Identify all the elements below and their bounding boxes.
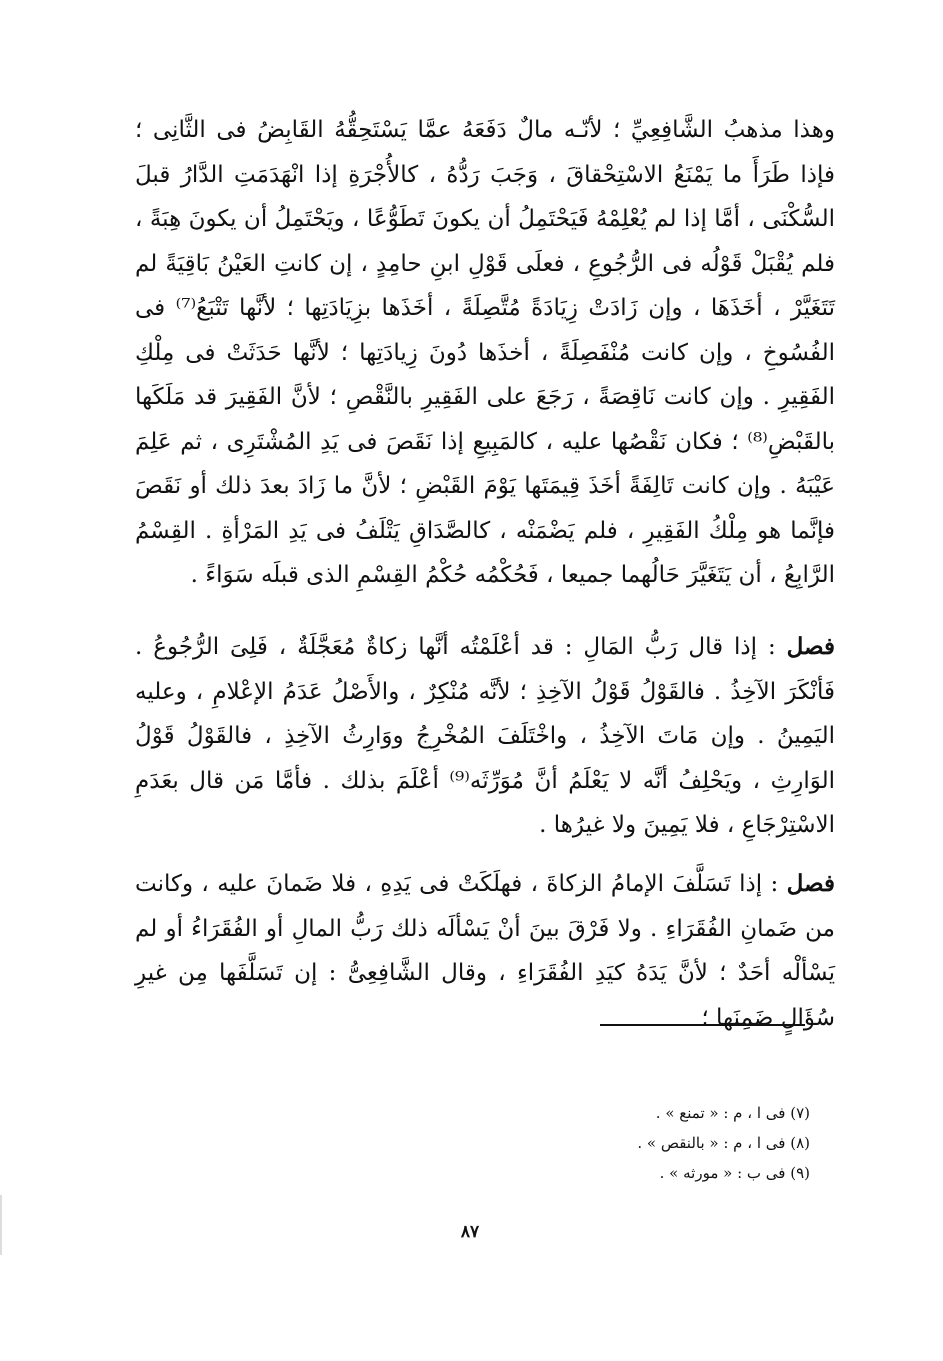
page-number: ٨٧ <box>460 1222 480 1242</box>
footnote-9: (٩) فى ب : « مورثه » . <box>659 1164 810 1182</box>
fasl-paragraph-2 <box>135 862 835 1040</box>
footnote-divider <box>600 1024 805 1026</box>
scan-edge-mark <box>0 1195 2 1255</box>
main-paragraph-text: وهذا مذهبُ الشَّافِعِيِّ ؛ لأنّـه مالٌ دَفَعَهُ عمَّا يَسْتَحِقُّهُ القَابِضُ فى الثَّانِى ؛ فإذا طَرَأَ ما يَمْنَعُ الاسْتِحْقاقَ ، وَجَبَ رَدُّهُ ، كالأُجْرَةِ إذا انْهَدَمَتِ الدَّارُ قبلَ السُّكْنَى ، أمَّا إذا لم يُعْلِمْهُ فَيَحْتَمِلُ أن يكونَ تَطَوُّعًا ، ويَحْتَمِلُ أن يكونَ هِبَةً ، فلم يُقْبَلْ قَوْلُه فى الرُّجُوعِ ، فعلَى قَوْلِ ابنِ حامِدٍ ، إن كانتِ العَيْنُ بَاقِيَةً لم تَتَغَيَّرْ ، أخَذَهَا ، وإن زَادَتْ زِيَادَةً مُتَّصِلَةً ، أخَذَها بزِيَادَتِها ؛ لأنَّها تَتْبَعُ⁽⁷⁾ فى الفُسُوخِ ، وإن كانت مُنْفَصِلَةً ، أخذَها دُونَ زِيادَتِها ؛ لأنَّها حَدَثَتْ فى مِلْكِ الفَقِيرِ . وإن كانت نَاقِصَةً ، رَجَعَ على الفَقِيرِ بالنَّقْصِ ؛ لأنَّ الفَقِيرَ قد مَلَكَها بالقَبْضِ⁽⁸⁾ ؛ فكان نَقْصُها عليه ، كالمَبِيعِ إذا نَقَصَ فى يَدِ المُشْتَرِى ، ثم عَلِمَ عَيْبَهُ . وإن كانت تَالِفَةً أخَذَ قِيمَتَها يَوْمَ القَبْضِ ؛ لأنَّ ما زَادَ بعدَ ذلك أو نَقَصَ فإنَّما هو مِلْكُ الفَقِيرِ ، فلم يَضْمَنْه ، كالصَّدَاقِ يَتْلَفُ فى يَدِ المَرْأةِ . القِسْمُ الرَّابِعُ ، أن يَتَغَيَّرَ حَالُهما جميعا ، فَحُكْمُه حُكْمُ القِسْمِ الذى قبلَه سَوَاءً . <box>135 117 835 588</box>
main-paragraph <box>135 108 835 598</box>
footnote-7: (٧) فى ا ، م : « تمنع » . <box>655 1104 810 1122</box>
fasl-paragraph-1 <box>135 625 835 848</box>
fasl-text-1: : إذا قال رَبُّ المَالِ : قد أعْلَمْتُه أنَّها زكاةٌ مُعَجَّلَةٌ ، فَلِىَ الرُّجُوعُ . فَأنْكَرَ الآخِذُ . فالقَوْلُ قَوْلُ الآخِذِ ؛ لأنَّه مُنْكِرٌ ، والأَصْلُ عَدَمُ الإعْلامِ ، وعليه اليَمِينُ . وإن مَاتَ الآخِذُ ، واخْتَلَفَ المُخْرِجُ ووَارِثُ الآخِذِ ، فالقَوْلُ قَوْلُ الوَارِثِ ، ويَحْلِفُ أنَّه لا يَعْلَمُ أنَّ مُوَرِّثَه⁽⁹⁾ أعْلَمَ بذلك . فأمَّا مَن قال بعَدَمِ الاسْتِرْجَاعِ ، فلا يَمِينَ ولا غيرُها . <box>135 634 835 838</box>
fasl-text-2: : إذا تَسَلَّفَ الإمامُ الزكاةَ ، فهلَكَتْ فى يَدِهِ ، فلا ضَمانَ عليه ، وكانت من ضَمانِ الفُقَرَاءِ . ولا فَرْقَ بينَ أنْ يَسْألَه ذلك رَبُّ المالِ أو الفُقَرَاءُ أو لم يَسْألْه أحَدٌ ؛ لأنَّ يَدَهُ كيَدِ الفُقَرَاءِ ، وقال الشَّافِعِىُّ : إن تَسَلَّفَها مِن غيرِ سُؤَالٍ ضَمِنَها ؛ <box>135 871 835 1031</box>
footnote-8: (٨) فى ا ، م : « بالنقص » . <box>637 1134 810 1152</box>
fasl-heading-2: فصل <box>786 870 835 897</box>
footnotes <box>440 1098 810 1188</box>
fasl-heading-1: فصل <box>786 633 835 660</box>
